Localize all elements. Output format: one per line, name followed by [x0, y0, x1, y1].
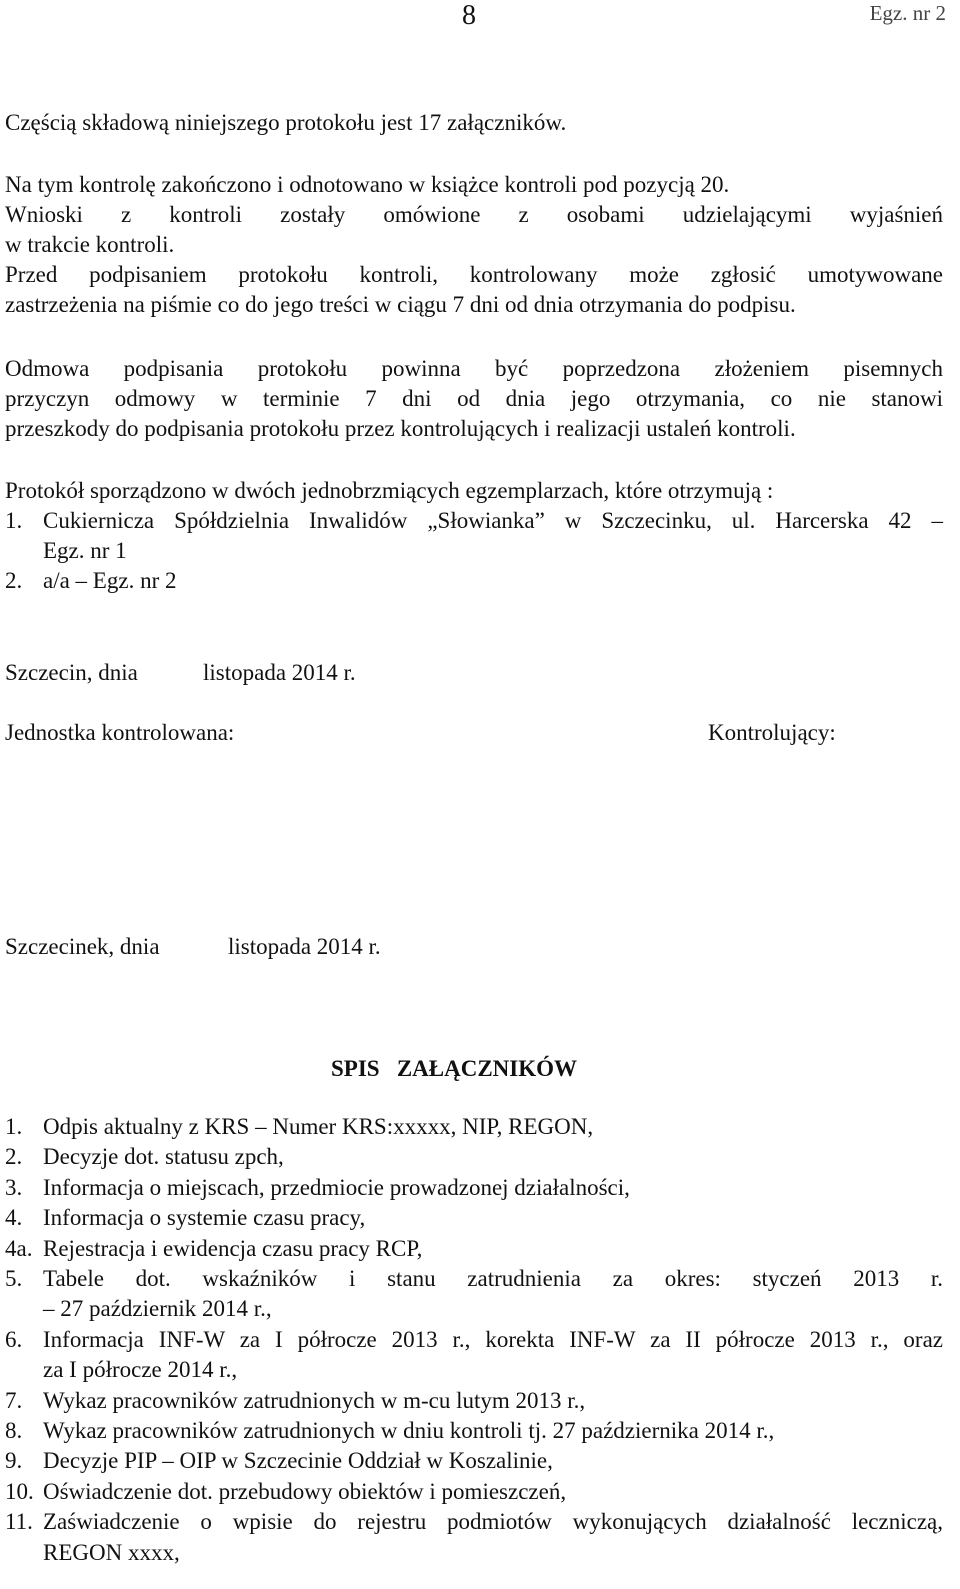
text-line: Informacja INF-W za I półrocze 2013 r., korekta INF-W za II półrocze 2013 r., oraz	[43, 1326, 943, 1352]
text-line: Przed podpisaniem protokołu kontroli, kontrolowany może zgłosić umotywowane	[5, 262, 943, 287]
attachment-item	[5, 1386, 943, 1416]
attachment-text	[43, 1325, 943, 1386]
attachment-text	[43, 1203, 943, 1233]
page-number: 8	[462, 0, 476, 31]
attachment-item	[5, 1416, 943, 1446]
attachment-number: 4a.	[5, 1235, 33, 1261]
text-line: – 27 październik 2014 r.,	[43, 1296, 272, 1322]
attachment-text	[43, 1446, 943, 1476]
text-line: Informacja o systemie czasu pracy,	[43, 1205, 366, 1231]
attachment-number: 10.	[5, 1478, 34, 1504]
attachment-item	[5, 1234, 943, 1264]
copy-item	[5, 566, 943, 596]
attachments-title: SPIS ZAŁĄCZNIKÓW	[331, 1056, 578, 1081]
attachment-item	[5, 1112, 943, 1142]
text-line: zastrzeżenia na piśmie co do jego treści w ciągu 7 dni od dnia otrzymania do podpisu.	[5, 292, 796, 317]
text-line: Częścią składową niniejszego protokołu jest 17 załączników.	[5, 110, 567, 135]
attachment-number: 5.	[5, 1266, 23, 1291]
date-value: listopada 2014 r.	[228, 934, 381, 959]
text-line: Tabele dot. wskaźników i stanu zatrudnienia za okres: styczeń 2013 r.	[43, 1266, 943, 1291]
attachment-text	[43, 1112, 943, 1142]
text-line: Protokół sporządzono w dwóch jednobrzmiących egzemplarzach, które otrzymują :	[5, 478, 774, 503]
text-line: Rejestracja i ewidencja czasu pracy RCP,	[43, 1235, 423, 1261]
attachment-text	[43, 1142, 943, 1172]
controlled-unit-label: Jednostka kontrolowana:	[5, 720, 235, 745]
attachment-number: 3.	[5, 1174, 23, 1200]
copy-label: Egz. nr 2	[869, 1, 946, 25]
place-date-label: Szczecin, dnia	[5, 660, 138, 685]
text-line: Egz. nr 1	[43, 538, 127, 563]
attachment-number: 7.	[5, 1387, 23, 1413]
text-line: Decyzje PIP – OIP w Szczecinie Oddział w Koszalinie,	[43, 1448, 553, 1474]
copy-number: 2.	[5, 568, 23, 593]
refusal-paragraph	[5, 354, 943, 444]
text-line: Cukiernicza Spółdzielnia Inwalidów „Słowianka” w Szczecinku, ul. Harcerska 42 –	[43, 508, 943, 533]
attachment-number: 9.	[5, 1448, 23, 1474]
place-date-label: Szczecinek, dnia	[5, 934, 160, 959]
copy-number: 1.	[5, 508, 23, 533]
text-line: REGON xxxx,	[43, 1539, 180, 1565]
attachment-number: 1.	[5, 1114, 23, 1139]
text-line: Na tym kontrolę zakończono i odnotowano w książce kontroli pod pozycją 20.	[5, 172, 730, 197]
attachment-text	[43, 1416, 943, 1446]
attachment-item	[5, 1477, 943, 1507]
attachment-item	[5, 1325, 943, 1386]
controllers-label: Kontrolujący:	[708, 720, 836, 745]
text-line: przeszkody do podpisania protokołu przez kontrolujących i realizacji ustaleń kontroli.	[5, 416, 796, 441]
attachment-number: 8.	[5, 1418, 23, 1443]
attachment-number: 11.	[5, 1509, 33, 1535]
text-line: Informacja o miejscach, przedmiocie prowadzonej działalności,	[43, 1174, 630, 1200]
text-line: za I półrocze 2014 r.,	[43, 1357, 238, 1383]
attachment-text	[43, 1507, 943, 1568]
text-line: Odpis aktualny z KRS – Numer KRS:xxxxx, NIP, REGON,	[43, 1114, 594, 1139]
copies-intro	[5, 476, 943, 506]
date-value: listopada 2014 r.	[203, 660, 356, 685]
attachment-item	[5, 1446, 943, 1476]
text-line: Wnioski z kontroli zostały omówione z osobami udzielającymi wyjaśnień	[5, 202, 943, 227]
attachment-text	[43, 1477, 943, 1507]
attachment-number: 4.	[5, 1205, 23, 1231]
attachment-text	[43, 1173, 943, 1203]
text-line: Wykaz pracowników zatrudnionych w dniu kontroli tj. 27 października 2014 r.,	[43, 1418, 775, 1443]
attachment-text	[43, 1264, 943, 1325]
text-line: Zaświadczenie o wpisie do rejestru podmiotów wykonujących działalność leczniczą,	[43, 1509, 943, 1535]
text-line: przyczyn odmowy w terminie 7 dni od dnia jego otrzymania, co nie stanowi	[5, 386, 943, 411]
text-line: Wykaz pracowników zatrudnionych w m-cu lutym 2013 r.,	[43, 1387, 586, 1413]
attachment-item	[5, 1173, 943, 1203]
text-line: w trakcie kontroli.	[5, 232, 175, 257]
attachment-item	[5, 1507, 943, 1568]
attachment-item	[5, 1142, 943, 1172]
copy-text: a/a – Egz. nr 2	[43, 568, 177, 593]
control-conclusion-paragraph	[5, 170, 943, 320]
attachment-item	[5, 1264, 943, 1325]
copy-item	[5, 506, 943, 566]
text-line: Odmowa podpisania protokołu powinna być poprzedzona złożeniem pisemnych	[5, 356, 943, 381]
text-line: Decyzje dot. statusu zpch,	[43, 1144, 284, 1170]
attachment-text	[43, 1386, 943, 1416]
text-line: Oświadczenie dot. przebudowy obiektów i pomieszczeń,	[43, 1478, 567, 1504]
attachment-number: 6.	[5, 1326, 23, 1352]
attachment-text	[43, 1234, 943, 1264]
attachment-number: 2.	[5, 1144, 23, 1170]
attachment-item	[5, 1203, 943, 1233]
copy-text	[43, 506, 943, 566]
attachments-count-text	[5, 108, 943, 138]
